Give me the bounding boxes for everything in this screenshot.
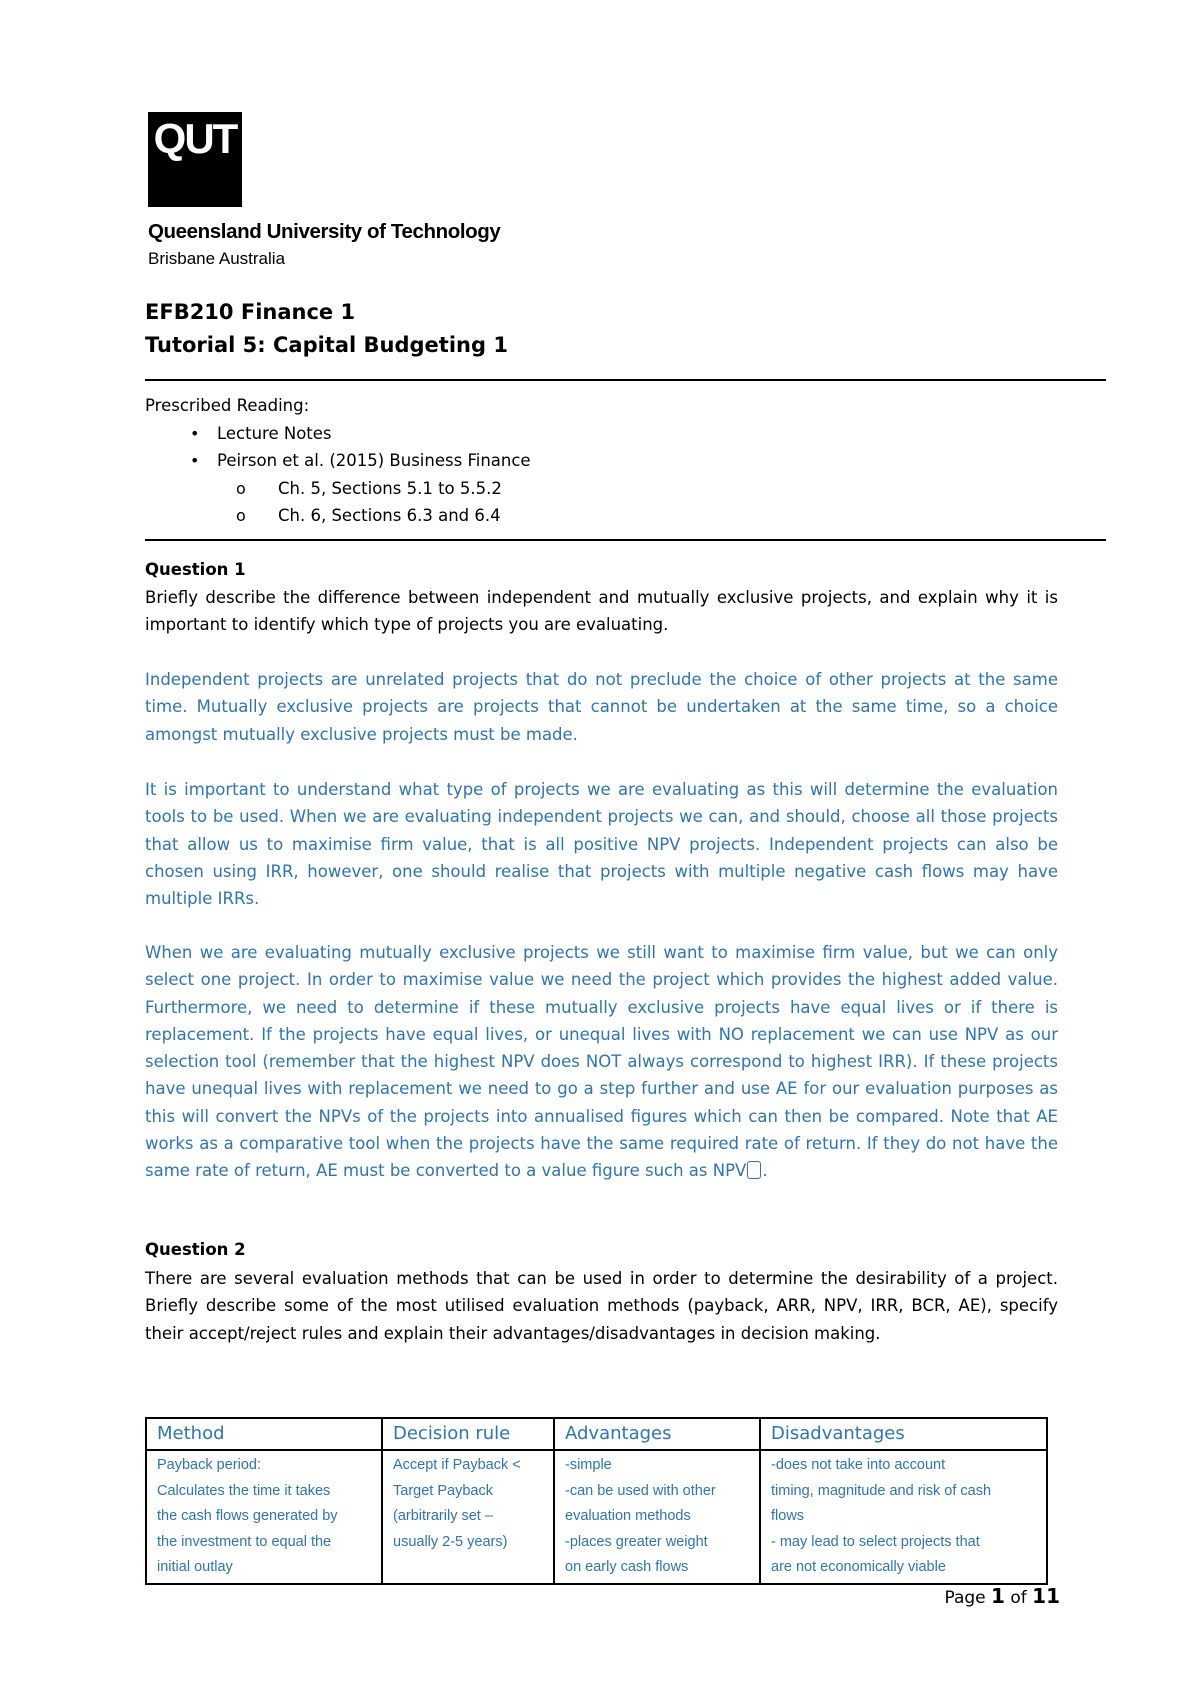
decision-rule-text: Accept if Payback < Target Payback (arbitrarily set – usually 2-5 years) — [393, 1457, 521, 1550]
university-location: Brisbane Australia — [148, 249, 286, 268]
embedded-object-icon — [747, 1161, 761, 1179]
page-number — [944, 1584, 1060, 1608]
answer-1-paragraph-3-text: When we are evaluating mutually exclusive projects we still want to maximise firm value, but we can only select one project. In order to maximise value we need the project which provides the highest added value. Furthermore, we need to determine if these mutually exclusive projects have equal lives or if there is replacement. If the projects have equal lives, or unequal lives with NO replacement we can use NPV as our selection tool (remember that the highest NPV does NOT always correspond to highest IRR). If these projects have unequal lives with replacement we need to go a step further and use AE for our evaluation purposes as this will convert the NPVs of the projects into annualised figures which can then be compared. Note that AE works as a comparative tool when the projects have the same required rate of return. If they do not have the same rate of return, AE must be converted to a value figure such as NPV — [145, 943, 1058, 1181]
reading-subitem: Ch. 6, Sections 6.3 and 6.4 — [278, 506, 501, 525]
reading-item: Lecture Notes — [217, 424, 332, 443]
university-name: Queensland University of Technology — [148, 220, 501, 243]
cell-advantages — [554, 1450, 760, 1584]
page-current: 1 — [991, 1584, 1005, 1608]
question-1-heading: Question 1 — [145, 560, 246, 579]
advantages-text: -simple -can be used with other evaluation methods -places greater weight on early cash flows — [565, 1457, 716, 1575]
answer-1-paragraph-3-end: . — [762, 1161, 768, 1181]
qut-logo — [148, 112, 242, 207]
bullet-icon: • — [190, 424, 200, 443]
page-label: Page — [944, 1588, 986, 1608]
column-header-disadvantages: Disadvantages — [760, 1418, 1047, 1450]
divider-top — [145, 379, 1106, 381]
reading-subitem: Ch. 5, Sections 5.1 to 5.5.2 — [278, 479, 502, 498]
sub-bullet-icon: o — [236, 479, 246, 498]
question-2-heading: Question 2 — [145, 1240, 246, 1259]
table-row — [146, 1450, 1047, 1584]
tutorial-title: Tutorial 5: Capital Budgeting 1 — [145, 333, 508, 357]
disadvantages-text: -does not take into account timing, magnitude and risk of cash flows - may lead to select projects that are not economically viable — [771, 1457, 992, 1575]
question-2-prompt: There are several evaluation methods that can be used in order to determine the desirability of a project. Briefly describe some of the most utilised evaluation methods (payback, ARR, NPV, IRR, BCR, AE), specify their accept/reject rules and explain their advantages/disadvantages in decision making. — [145, 1269, 1058, 1343]
divider-bottom — [145, 539, 1106, 541]
reading-label: Prescribed Reading: — [145, 396, 310, 415]
reading-item: Peirson et al. (2015) Business Finance — [217, 451, 531, 470]
evaluation-methods-table — [145, 1417, 1048, 1585]
page-of: of — [1010, 1588, 1027, 1608]
cell-disadvantages — [760, 1450, 1047, 1584]
column-header-method: Method — [146, 1418, 382, 1450]
answer-1-paragraph-3 — [145, 939, 1058, 1185]
cell-decision-rule — [382, 1450, 554, 1584]
column-header-decision-rule: Decision rule — [382, 1418, 554, 1450]
method-text: Payback period: Calculates the time it takes the cash flows generated by the investment to equal the initial outlay — [157, 1457, 338, 1575]
cell-method — [146, 1450, 382, 1584]
column-header-advantages: Advantages — [554, 1418, 760, 1450]
sub-bullet-icon: o — [236, 506, 246, 525]
logo-text: QUT — [153, 115, 237, 162]
answer-1-paragraph-1: Independent projects are unrelated projects that do not preclude the choice of other projects at the same time. Mutually exclusive projects are projects that cannot be undertaken at the same time, so a choice amongst mutually exclusive projects must be made. — [145, 670, 1058, 744]
answer-1-paragraph-2: It is important to understand what type of projects we are evaluating as this will determine the evaluation tools to be used. When we are evaluating independent projects we can, and should, choose all those projects that allow us to maximise firm value, that is all positive NPV projects. Independent projects can also be chosen using IRR, however, one should realise that projects with multiple negative cash flows may have multiple IRRs. — [145, 780, 1058, 909]
course-title: EFB210 Finance 1 — [145, 300, 356, 324]
bullet-icon: • — [190, 451, 200, 470]
table-header-row — [146, 1418, 1047, 1450]
question-1-prompt: Briefly describe the difference between independent and mutually exclusive projects, and explain why it is important to identify which type of projects you are evaluating. — [145, 588, 1058, 635]
page-total: 11 — [1032, 1584, 1060, 1608]
